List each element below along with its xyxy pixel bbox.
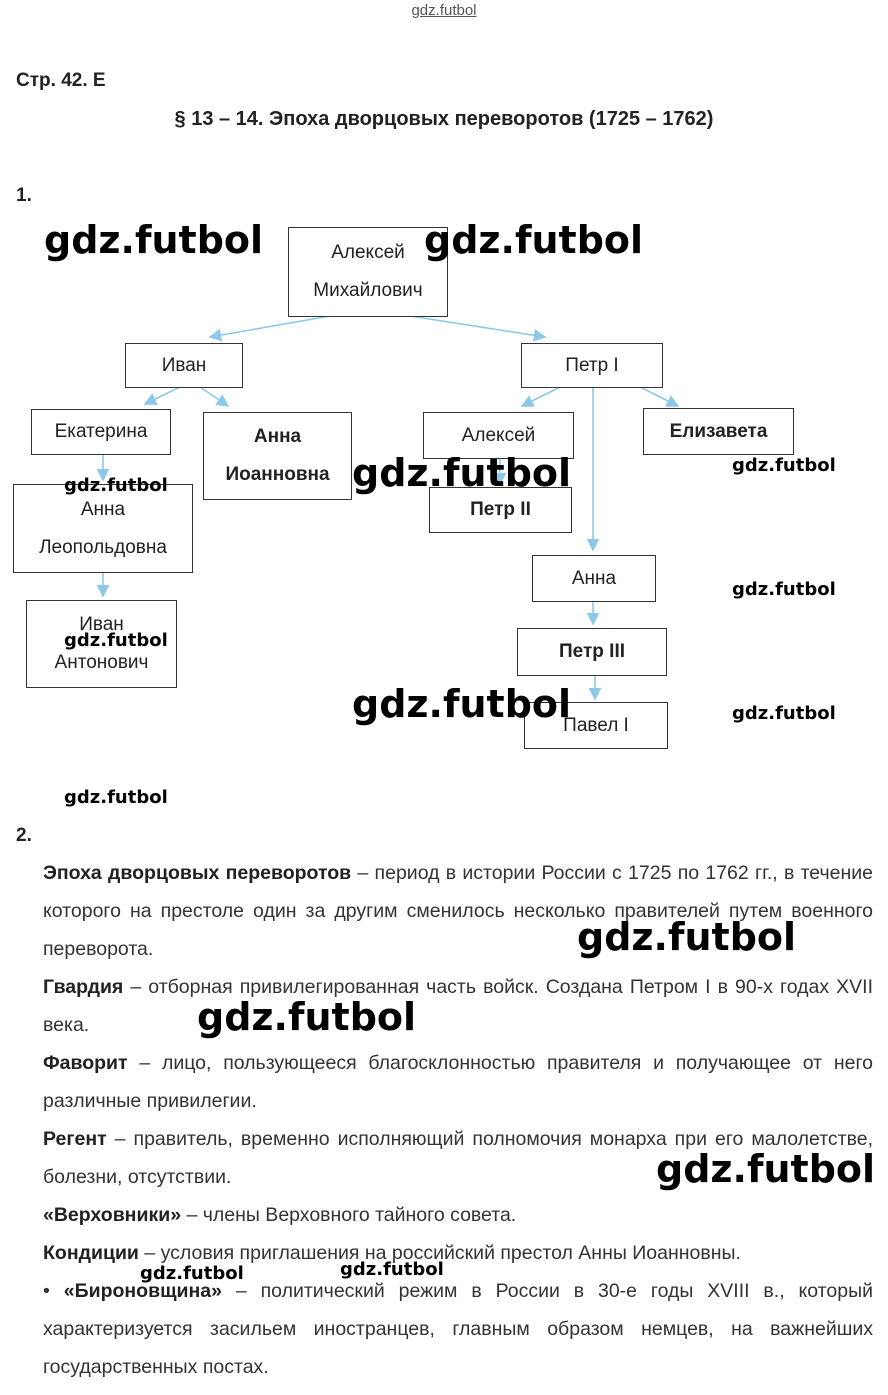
- watermark: gdz.futbol: [732, 703, 836, 724]
- watermark: gdz.futbol: [340, 1259, 444, 1280]
- term: Кондиции: [43, 1242, 139, 1264]
- definition-text: – отборная привилегированная часть войск. Создана Петром I в 90-х годах XVII века.: [43, 976, 873, 1036]
- definition-text: – члены Верховного тайного совета.: [181, 1204, 517, 1226]
- watermark: gdz.futbol: [197, 995, 417, 1039]
- node-petr-1: Петр I: [521, 343, 663, 388]
- watermark: gdz.futbol: [44, 218, 264, 262]
- arrow-petr-aleksey: [522, 387, 560, 406]
- node-ivan-antonovich-line1: Иван: [79, 614, 124, 635]
- section-title: § 13 – 14. Эпоха дворцовых переворотов (1725 – 1762): [174, 108, 714, 130]
- arrow-ivan-anna: [200, 387, 228, 406]
- task-2-number: 2.: [16, 825, 32, 846]
- watermark: gdz.futbol: [352, 451, 572, 495]
- definition-verkhovniki: [16, 1196, 873, 1234]
- header-watermark[interactable]: gdz.futbol: [411, 2, 477, 19]
- node-petr-3: Петр III: [517, 628, 667, 676]
- watermark: gdz.futbol: [352, 682, 572, 726]
- node-aleksey-mikhailovich-line1: Алексей: [331, 242, 405, 263]
- definition-text: – период в истории России с 1725 по 1762 гг., в течение которого на престоле один за другим сменилось несколько правителей путем военного переворота.: [43, 862, 874, 960]
- watermark: gdz.futbol: [64, 787, 168, 808]
- node-ivan-antonovich-line2: Антонович: [54, 652, 149, 673]
- node-pavel-1: Павел I: [524, 702, 668, 749]
- definition-text: – условия приглашения на российский престол Анны Иоанновны.: [138, 1242, 741, 1264]
- definition-bironovshchina: [16, 1272, 873, 1386]
- node-elizaveta: Елизавета: [643, 408, 794, 455]
- task-1-number: 1.: [16, 185, 32, 206]
- node-aleksey: Алексей: [423, 412, 574, 459]
- definition-favorite: [16, 1044, 873, 1120]
- watermark: gdz.futbol: [64, 475, 168, 496]
- node-anna-leopoldovna: [13, 484, 193, 573]
- node-anna-ioannovna-line2: Иоанновна: [225, 464, 330, 485]
- watermark: gdz.futbol: [64, 630, 168, 651]
- node-petr-2: Петр II: [429, 487, 572, 533]
- definition-text: – лицо, пользующееся благосклонностью правителя и получающее от него различные привилегии.: [43, 1052, 873, 1112]
- arrow-ivan-ekaterina: [145, 387, 180, 404]
- node-anna-ioannovna-line1: Анна: [253, 426, 302, 447]
- watermark: gdz.futbol: [732, 455, 836, 476]
- node-anna-leopoldovna-line1: Анна: [80, 498, 126, 520]
- node-aleksey-mikhailovich-line2: Михайлович: [313, 280, 423, 301]
- watermark: gdz.futbol: [424, 218, 644, 262]
- arrow-aleksey-ivan: [210, 316, 330, 337]
- term: Регент: [43, 1128, 107, 1150]
- watermark: gdz.futbol: [577, 915, 797, 959]
- term: Гвардия: [43, 976, 124, 998]
- bullet: •: [43, 1280, 64, 1302]
- watermark: gdz.futbol: [140, 1263, 244, 1284]
- definition-guard: [16, 968, 873, 1044]
- definition-text: – правитель, временно исполняющий полномочия монарха при его малолетстве, болезни, отсутствии.: [43, 1128, 873, 1188]
- term: «Верховники»: [43, 1204, 182, 1226]
- watermark: gdz.futbol: [656, 1147, 876, 1191]
- page-label: Стр. 42. Е: [16, 70, 106, 91]
- node-ekaterina: Екатерина: [31, 409, 171, 455]
- arrow-petr-elizaveta: [640, 387, 678, 406]
- arrow-aleksey-petr: [410, 316, 545, 337]
- node-anna-leopoldovna-line2: Леопольдовна: [39, 536, 167, 558]
- watermark: gdz.futbol: [732, 579, 836, 600]
- definition-text: – политический режим в России в 30-е годы XVIII в., который характеризуется засильем иностранцев, главным образом немцев, на важнейших государственных постах.: [43, 1280, 873, 1378]
- node-anna-ioannovna: [203, 412, 352, 500]
- term: «Бироновщина»: [63, 1280, 222, 1302]
- node-anna: Анна: [532, 555, 656, 602]
- term: Фаворит: [43, 1052, 128, 1074]
- node-ivan: Иван: [125, 343, 243, 388]
- term: Эпоха дворцовых переворотов: [43, 862, 352, 884]
